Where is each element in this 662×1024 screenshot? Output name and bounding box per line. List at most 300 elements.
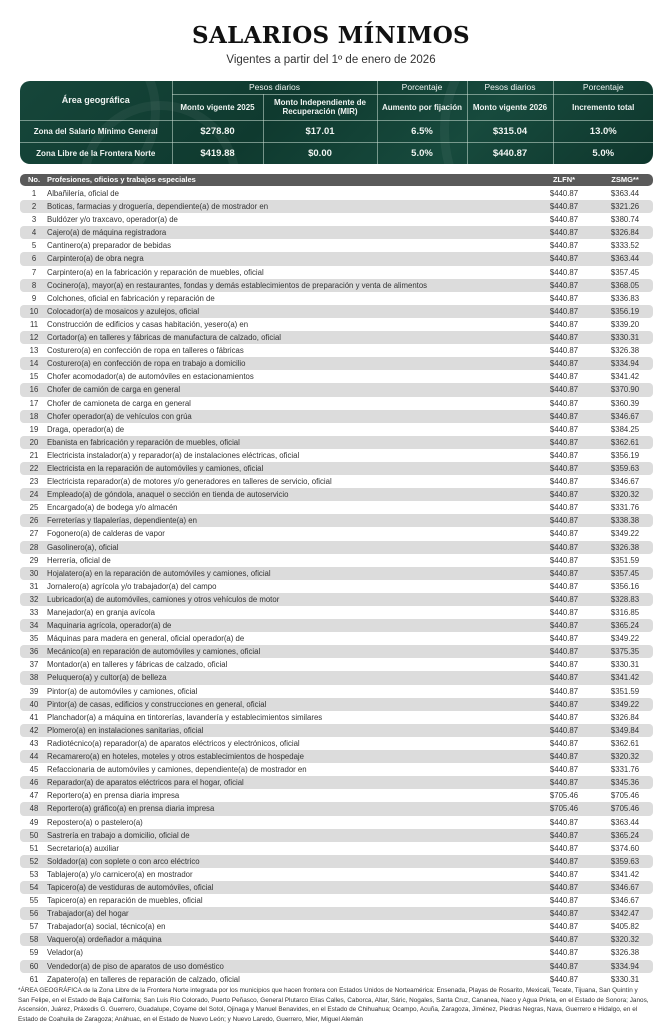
row-profession: Reportero(a) gráfico(a) en prensa diaria impresa <box>47 804 215 814</box>
row-profession: Fogonero(a) de calderas de vapor <box>47 529 165 539</box>
table-row <box>20 580 653 593</box>
row-zlfn: $440.87 <box>549 189 579 198</box>
row-number: 10 <box>29 306 39 316</box>
row-profession: Vendedor(a) de piso de aparatos de uso doméstico <box>47 961 224 971</box>
row-zsmg: $362.61 <box>610 738 640 748</box>
row-zlfn: $440.87 <box>549 621 579 631</box>
row-zlfn: $440.87 <box>549 372 579 382</box>
row-profession: Costurero(a) en confección de ropa en talleres o fábricas <box>47 346 244 356</box>
header-no: No. <box>28 175 41 184</box>
row-profession: Montador(a) en talleres y fábricas de calzado, oficial <box>47 660 228 670</box>
row-number: 53 <box>29 869 39 879</box>
row-profession: Electricista reparador(a) de motores y/o generadores en talleres de servicio, oficial <box>47 477 332 487</box>
row-zsmg: $341.42 <box>610 372 640 382</box>
row-zsmg: $363.44 <box>610 817 640 827</box>
row-zlfn: $440.87 <box>549 215 579 225</box>
row-zlfn: $440.87 <box>549 202 579 212</box>
row-zlfn: $440.87 <box>549 424 579 434</box>
row-zsmg: $320.32 <box>610 935 640 945</box>
table-row <box>20 855 653 868</box>
row-number: 47 <box>29 791 39 801</box>
row-number: 28 <box>29 542 39 552</box>
zone-aumento: 6.5% <box>377 120 467 142</box>
table-row <box>20 514 653 527</box>
row-zlfn: $440.87 <box>549 882 579 892</box>
row-zsmg: $328.83 <box>610 594 640 604</box>
row-number: 32 <box>29 594 39 604</box>
row-zsmg: $705.46 <box>610 804 640 814</box>
row-zlfn: $440.87 <box>549 725 579 735</box>
row-zsmg: $365.24 <box>610 621 640 631</box>
table-row <box>20 671 653 684</box>
zone-name: Zona Libre de la Frontera Norte <box>20 142 172 164</box>
row-zlfn: $440.87 <box>549 830 579 840</box>
row-number: 36 <box>29 647 39 657</box>
row-zlfn: $440.87 <box>549 686 579 696</box>
table-row <box>20 344 653 357</box>
table-row <box>20 920 653 933</box>
table-row <box>20 383 653 396</box>
row-zsmg: $330.31 <box>610 333 640 343</box>
row-profession: Carpintero(a) de obra negra <box>47 254 144 264</box>
row-zlfn: $440.87 <box>549 385 579 395</box>
row-number: 49 <box>29 817 39 827</box>
zone-monto-2026: $315.04 <box>467 120 553 142</box>
row-zsmg: $326.38 <box>610 542 640 552</box>
row-zlfn: $440.87 <box>549 673 579 683</box>
table-row <box>20 213 653 226</box>
row-zlfn: $440.87 <box>549 778 579 788</box>
table-row <box>20 933 653 946</box>
row-number: 35 <box>29 634 39 644</box>
row-number: 42 <box>29 725 39 735</box>
row-number: 18 <box>29 411 39 421</box>
row-number: 50 <box>29 830 39 840</box>
row-profession: Jornalero(a) agrícola y/o trabajador(a) del campo <box>47 581 217 591</box>
row-zsmg: $349.22 <box>610 529 640 539</box>
row-zlfn: $440.87 <box>549 856 579 866</box>
row-profession: Costurero(a) en confección de ropa en trabajo a domicilio <box>47 359 246 369</box>
row-profession: Cajero(a) de máquina registradora <box>47 228 167 238</box>
row-zlfn: $440.87 <box>549 529 579 539</box>
row-zsmg: $360.39 <box>610 398 640 408</box>
row-zsmg: $326.84 <box>610 712 640 722</box>
row-number: 30 <box>29 568 39 578</box>
row-zsmg: $380.74 <box>610 215 640 225</box>
row-number: 55 <box>29 896 39 906</box>
row-zsmg: $359.63 <box>610 856 640 866</box>
table-row <box>20 331 653 344</box>
row-number: 61 <box>29 974 39 984</box>
row-number: 59 <box>29 948 39 958</box>
row-number: 56 <box>29 909 39 919</box>
row-number: 31 <box>29 581 39 591</box>
row-number: 12 <box>29 333 39 343</box>
table-row <box>20 606 653 619</box>
row-profession: Tablajero(a) y/o carnicero(a) en mostrador <box>47 869 193 879</box>
row-zlfn: $440.87 <box>549 503 579 513</box>
row-number: 41 <box>29 712 39 722</box>
row-profession: Pintor(a) de casas, edificios y construcciones en general, oficial <box>47 699 267 709</box>
row-profession: Soldador(a) con soplete o con arco eléctrico <box>47 856 200 866</box>
table-row <box>20 816 653 829</box>
row-number: 4 <box>31 228 37 238</box>
row-zlfn: $440.87 <box>549 699 579 709</box>
row-zlfn: $440.87 <box>549 228 579 238</box>
table-row <box>20 737 653 750</box>
row-profession: Gasolinero(a), oficial <box>47 542 119 552</box>
row-zlfn: $440.87 <box>549 398 579 408</box>
table-row <box>20 973 653 986</box>
row-number: 7 <box>31 267 37 277</box>
table-row <box>20 658 653 671</box>
row-number: 39 <box>29 686 39 696</box>
row-number: 46 <box>29 778 39 788</box>
row-number: 44 <box>29 752 39 762</box>
row-zlfn: $440.87 <box>549 319 579 329</box>
table-row <box>20 724 653 737</box>
row-number: 9 <box>31 293 37 303</box>
row-zsmg: $357.45 <box>610 267 640 277</box>
row-number: 57 <box>29 922 39 932</box>
row-number: 37 <box>29 660 39 670</box>
row-profession: Cortador(a) en talleres y fábricas de manufactura de calzado, oficial <box>47 333 282 343</box>
table-row <box>20 187 653 200</box>
row-profession: Cantinero(a) preparador de bebidas <box>47 241 171 251</box>
row-zlfn: $705.46 <box>549 791 579 801</box>
row-zlfn: $440.87 <box>549 477 579 487</box>
row-zlfn: $440.87 <box>549 555 579 565</box>
row-number: 23 <box>29 477 39 487</box>
table-row <box>20 789 653 802</box>
table-row <box>20 292 653 305</box>
row-number: 60 <box>29 961 39 971</box>
row-zsmg: $362.61 <box>610 437 640 447</box>
header-zlfn: ZLFN* <box>552 175 576 184</box>
zone-name: Zona del Salario Mínimo General <box>20 120 172 142</box>
row-zlfn: $440.87 <box>549 437 579 447</box>
row-profession: Refaccionaria de automóviles y camiones, dependiente(a) de mostrador en <box>47 765 307 775</box>
row-number: 3 <box>31 215 37 225</box>
row-number: 45 <box>29 765 39 775</box>
row-number: 2 <box>31 202 37 212</box>
row-number: 11 <box>29 319 39 329</box>
row-zlfn: $440.87 <box>549 712 579 722</box>
row-number: 25 <box>29 503 39 513</box>
table-row <box>20 763 653 776</box>
row-zlfn: $440.87 <box>549 490 579 500</box>
row-profession: Peluquero(a) y cultor(a) de belleza <box>47 673 167 683</box>
row-number: 21 <box>29 450 39 460</box>
zone-incremento: 5.0% <box>553 142 653 164</box>
table-row <box>20 501 653 514</box>
group-header-pesos: Pesos diarios <box>172 81 377 94</box>
row-zsmg: $349.84 <box>610 725 640 735</box>
row-zlfn: $705.46 <box>549 804 579 814</box>
row-zlfn: $440.87 <box>549 293 579 303</box>
table-row <box>20 200 653 213</box>
row-zlfn: $440.87 <box>549 594 579 604</box>
row-zsmg: $326.84 <box>610 228 640 238</box>
row-profession: Electricista instalador(a) y reparador(a) de instalaciones eléctricas, oficial <box>47 450 300 460</box>
row-zlfn: $440.87 <box>549 542 579 552</box>
row-profession: Pintor(a) de automóviles y camiones, oficial <box>47 686 198 696</box>
table-row <box>20 397 653 410</box>
table-row <box>20 239 653 252</box>
row-zsmg: $326.38 <box>610 346 640 356</box>
row-profession: Chofer operador(a) de vehículos con grúa <box>47 411 192 421</box>
row-profession: Radiotécnico(a) reparador(a) de aparatos eléctricos y electrónicos, oficial <box>47 738 300 748</box>
row-profession: Recamarero(a) en hoteles, moteles y otros establecimientos de hospedaje <box>47 752 305 762</box>
table-row <box>20 750 653 763</box>
row-profession: Mecánico(a) en reparación de automóviles y camiones, oficial <box>47 647 261 657</box>
row-zlfn: $440.87 <box>549 411 579 421</box>
row-zsmg: $341.42 <box>610 673 640 683</box>
row-zsmg: $351.59 <box>610 686 640 696</box>
table-row <box>20 527 653 540</box>
row-profession: Chofer acomodador(a) de automóviles en estacionamientos <box>47 372 254 382</box>
row-zsmg: $405.82 <box>610 922 640 932</box>
row-zlfn: $440.87 <box>549 961 579 971</box>
row-zlfn: $440.87 <box>549 516 579 526</box>
row-zlfn: $440.87 <box>549 568 579 578</box>
col-header-aumento: Aumento por fijación <box>377 94 467 120</box>
row-profession: Planchador(a) a máquina en tintorerías, lavandería y establecimientos similares <box>47 712 323 722</box>
row-zlfn: $440.87 <box>549 306 579 316</box>
table-row <box>20 423 653 436</box>
row-profession: Trabajador(a) del hogar <box>47 909 129 919</box>
row-zsmg: $331.76 <box>610 765 640 775</box>
group-header-porcentaje: Porcentaje <box>377 81 467 94</box>
row-zlfn: $440.87 <box>549 948 579 958</box>
row-zsmg: $333.52 <box>610 241 640 251</box>
row-profession: Ebanista en fabricación y reparación de muebles, oficial <box>47 437 240 447</box>
row-zlfn: $440.87 <box>549 869 579 879</box>
table-row <box>20 252 653 265</box>
row-number: 26 <box>29 516 39 526</box>
row-zlfn: $440.87 <box>549 346 579 356</box>
row-zsmg: $705.46 <box>610 791 640 801</box>
table-row <box>20 475 653 488</box>
row-zlfn: $440.87 <box>549 634 579 644</box>
row-zlfn: $440.87 <box>549 922 579 932</box>
row-zlfn: $440.87 <box>549 280 579 290</box>
row-profession: Maquinaria agrícola, operador(a) de <box>47 621 172 631</box>
row-profession: Albañilería, oficial de <box>47 189 119 198</box>
row-number: 40 <box>29 699 39 709</box>
row-profession: Carpintero(a) en la fabricación y reparación de muebles, oficial <box>47 267 264 277</box>
row-profession: Boticas, farmacias y droguería, dependiente(a) de mostrador en <box>47 202 269 212</box>
table-row <box>20 698 653 711</box>
row-number: 5 <box>31 241 37 251</box>
row-zsmg: $356.16 <box>610 581 640 591</box>
zone-monto-2025: $419.88 <box>172 142 263 164</box>
row-zsmg: $375.35 <box>610 647 640 657</box>
row-profession: Empleado(a) de góndola, anaquel o sección en tienda de autoservicio <box>47 490 289 500</box>
row-profession: Manejador(a) en granja avícola <box>47 608 155 617</box>
table-row <box>20 593 653 606</box>
table-row <box>20 842 653 855</box>
row-zsmg: $321.26 <box>610 202 640 212</box>
row-profession: Electricista en la reparación de automóviles y camiones, oficial <box>47 463 264 473</box>
row-profession: Colchones, oficial en fabricación y reparación de <box>47 293 215 303</box>
row-profession: Buldózer y/o traxcavo, operador(a) de <box>47 215 178 225</box>
table-row <box>20 305 653 318</box>
row-zsmg: $334.94 <box>610 359 640 369</box>
row-zsmg: $331.76 <box>610 503 640 513</box>
row-zsmg: $330.31 <box>610 660 640 670</box>
row-zsmg: $357.45 <box>610 568 640 578</box>
row-zsmg: $339.20 <box>610 319 640 329</box>
area-header: Área geográfica <box>20 81 172 120</box>
row-zlfn: $440.87 <box>549 738 579 748</box>
table-row <box>20 632 653 645</box>
row-number: 20 <box>29 437 39 447</box>
row-zlfn: $440.87 <box>549 896 579 906</box>
row-number: 24 <box>29 490 39 500</box>
row-zlfn: $440.87 <box>549 450 579 460</box>
row-profession: Encargado(a) de bodega y/o almacén <box>47 503 178 513</box>
table-row <box>20 541 653 554</box>
row-zsmg: $336.83 <box>610 293 640 303</box>
row-zsmg: $370.90 <box>610 385 640 395</box>
row-profession: Tapicero(a) de vestiduras de automóviles, oficial <box>47 882 214 892</box>
row-profession: Ferreterías y tlapalerías, dependiente(a) en <box>47 516 197 526</box>
footnote: *ÁREA GEOGRÁFICA de la Zona Libre de la Frontera Norte integrada por los municipios que hacen frontera con Estados Unidos de Norteamérica: Ensenada, Playas de Rosarito, Mexicali, Tecate, Tijuana, San Quintín y San Felipe, en el Estado de Baja California; San Luis Río Colorado, Puerto Peñasco, General Plutarco Elías Calles, Caborca, Altar, Sáric, Nogales, Santa Cruz, Cananea, Naco y Agua Prieta, en el Estado de Sonora; Janos, Ascensión, Juárez, Práxedis G. Guerrero, Guadalupe, Coyame del Sotol, Ojinaga y Manuel Benavides, en el Estado de Chihuahua; Ocampo, Acuña, Zaragoza, Jiménez, Piedras Negras, Nava, Guerrero e Hidalgo, en el Estado de Coahuila de Zaragoza; Anáhuac, en el Estado de Nuevo León; y Nuevo Laredo, Guerrero, Mier, Miguel Alemán <box>18 987 649 1023</box>
page-subtitle: Vigentes a partir del 1º de enero de 2026 <box>226 54 436 66</box>
row-profession: Colocador(a) de mosaicos y azulejos, oficial <box>47 306 200 316</box>
row-zsmg: $349.22 <box>610 634 640 644</box>
row-zsmg: $349.22 <box>610 699 640 709</box>
table-row <box>20 554 653 567</box>
zone-monto-2025: $278.80 <box>172 120 263 142</box>
row-zsmg: $334.94 <box>610 961 640 971</box>
row-zlfn: $440.87 <box>549 935 579 945</box>
table-row <box>20 462 653 475</box>
row-profession: Reparador(a) de aparatos eléctricos para el hogar, oficial <box>47 778 244 788</box>
row-zsmg: $345.36 <box>610 778 640 788</box>
zone-incremento: 13.0% <box>553 120 653 142</box>
row-number: 43 <box>29 738 39 748</box>
table-row <box>20 907 653 920</box>
row-number: 38 <box>29 673 39 683</box>
row-profession: Máquinas para madera en general, oficial operador(a) de <box>47 634 245 644</box>
zone-mir: $17.01 <box>263 120 377 142</box>
row-zlfn: $440.87 <box>549 974 579 984</box>
row-number: 33 <box>29 608 39 617</box>
row-zlfn: $440.87 <box>549 765 579 775</box>
table-row <box>20 776 653 789</box>
row-profession: Zapatero(a) en talleres de reparación de calzado, oficial <box>47 974 240 984</box>
table-row <box>20 881 653 894</box>
row-zlfn: $440.87 <box>549 254 579 264</box>
row-number: 6 <box>31 254 37 264</box>
row-zsmg: $374.60 <box>610 843 640 853</box>
group-header-porcentaje-total: Porcentaje <box>553 81 653 94</box>
row-zsmg: $363.44 <box>610 254 640 264</box>
row-zsmg: $351.59 <box>610 555 640 565</box>
row-profession: Construcción de edificios y casas habitación, yesero(a) en <box>47 319 249 329</box>
table-row <box>20 685 653 698</box>
row-zsmg: $356.19 <box>610 450 640 460</box>
row-profession: Tapicero(a) en reparación de muebles, oficial <box>47 896 203 906</box>
row-profession: Chofer de camioneta de carga en general <box>47 398 191 408</box>
table-row <box>20 868 653 881</box>
row-number: 52 <box>29 856 39 866</box>
row-profession: Cocinero(a), mayor(a) en restaurantes, fondas y demás establecimientos de preparación y venta de alimentos <box>47 280 428 290</box>
row-profession: Vaquero(a) ordeñador a máquina <box>47 935 162 945</box>
col-header-monto-2026: Monto vigente 2026 <box>467 94 553 120</box>
row-zsmg: $326.38 <box>610 948 640 958</box>
row-profession: Velador(a) <box>47 948 83 958</box>
row-zsmg: $316.85 <box>610 608 640 617</box>
row-zsmg: $341.42 <box>610 869 640 879</box>
page-title: SALARIOS MÍNIMOS <box>192 22 470 49</box>
row-number: 15 <box>29 372 39 382</box>
row-zlfn: $440.87 <box>549 843 579 853</box>
group-header-pesos-2026: Pesos diarios <box>467 81 553 94</box>
table-row <box>20 960 653 973</box>
row-zsmg: $346.67 <box>610 882 640 892</box>
table-row <box>20 357 653 370</box>
row-number: 58 <box>29 935 39 945</box>
row-zsmg: $346.67 <box>610 411 640 421</box>
row-number: 51 <box>29 843 39 853</box>
row-zlfn: $440.87 <box>549 581 579 591</box>
table-row <box>20 802 653 815</box>
row-zsmg: $338.38 <box>610 516 640 526</box>
row-zsmg: $346.67 <box>610 896 640 906</box>
row-number: 1 <box>31 189 37 198</box>
table-row <box>20 567 653 580</box>
row-zsmg: $359.63 <box>610 463 640 473</box>
row-profession: Secretario(a) auxiliar <box>47 843 119 853</box>
zone-row <box>20 142 653 164</box>
row-profession: Draga, operador(a) de <box>47 424 125 434</box>
row-zlfn: $440.87 <box>549 752 579 762</box>
row-zsmg: $320.32 <box>610 752 640 762</box>
table-row <box>20 645 653 658</box>
row-number: 14 <box>29 359 39 369</box>
row-zlfn: $440.87 <box>549 333 579 343</box>
row-profession: Plomero(a) en instalaciones sanitarias, oficial <box>47 725 204 735</box>
row-zlfn: $440.87 <box>549 267 579 277</box>
table-row <box>20 226 653 239</box>
table-row <box>20 410 653 423</box>
row-zlfn: $440.87 <box>549 660 579 670</box>
row-number: 34 <box>29 621 39 631</box>
row-zsmg: $363.44 <box>610 189 640 198</box>
zone-row <box>20 120 653 142</box>
zone-monto-2026: $440.87 <box>467 142 553 164</box>
table-row <box>20 619 653 632</box>
row-profession: Trabajador(a) social, técnico(a) en <box>47 922 166 932</box>
row-profession: Lubricador(a) de automóviles, camiones y otros vehículos de motor <box>47 594 280 604</box>
summary-table <box>20 81 653 164</box>
table-row <box>20 488 653 501</box>
row-zsmg: $368.05 <box>610 280 640 290</box>
zone-aumento: 5.0% <box>377 142 467 164</box>
row-zlfn: $440.87 <box>549 647 579 657</box>
row-number: 48 <box>29 804 39 814</box>
row-number: 29 <box>29 555 39 565</box>
table-row <box>20 829 653 842</box>
table-row <box>20 279 653 292</box>
table-row <box>20 946 653 959</box>
row-zsmg: $356.19 <box>610 306 640 316</box>
row-zsmg: $320.32 <box>610 490 640 500</box>
table-row <box>20 449 653 462</box>
